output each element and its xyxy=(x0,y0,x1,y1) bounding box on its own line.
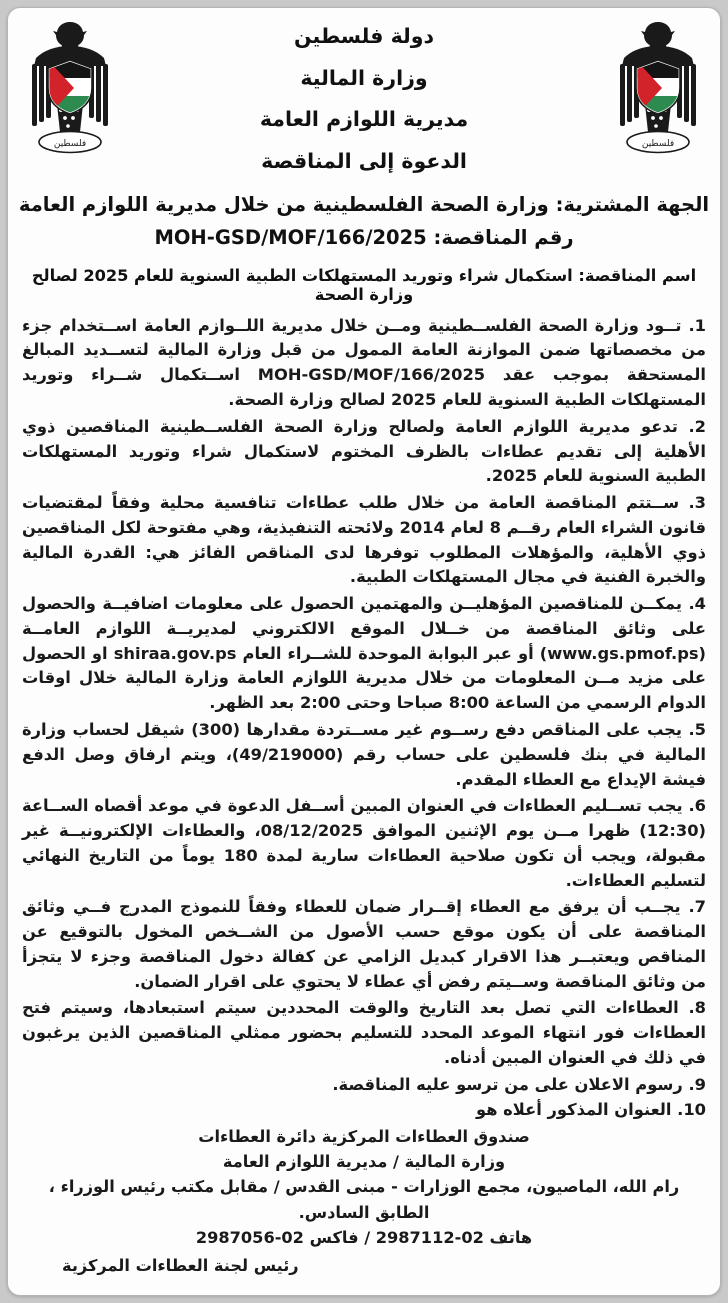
header-line-invitation: الدعوة إلى المناقصة xyxy=(261,148,467,173)
tender-number-value: MOH-GSD/MOF/166/2025 xyxy=(154,226,427,250)
clause-item: 3. ســتتم المناقصة العامة من خلال طلب عطاءات تنافسية محلية وفقاً لمقتضيات قانون الشراء العام رقــم 8 لعام 2014 ولائحته التنفيذية، وهي مفتوحة لكل المناقصين ذوي الأهلية، والمؤهلات المطلوب توفرها لدى المناقص الفائز هي: القدرة المالية والخبرة الفنية في مجال المستهلكات الطبية. xyxy=(22,493,707,587)
document-header xyxy=(8,8,720,192)
clause-item: 2. تدعو مديرية اللوازم العامة ولصالح وزارة الصحة الفلســطينية المناقصين ذوي الأهلية إلى تقديم عطاءات بالظرف المختوم لاستكمال شراء وتوريد المستهلكات الطبية السنوية للعام 2025. xyxy=(22,416,706,486)
tender-name-line: اسم المناقصة: استكمال شراء وتوريد المستهلكات الطبية السنوية للعام 2025 لصالح وزارة الصحة xyxy=(31,265,697,305)
address-line-contact: هاتف 02-2987112 / فاكس 02-2987056 xyxy=(195,1227,533,1247)
address-line-ministry: وزارة المالية / مديرية اللوازم العامة xyxy=(222,1152,506,1172)
tender-meta-block xyxy=(8,194,720,305)
tender-number-line xyxy=(8,227,720,249)
signature-title: رئيس لجنة العطاءات المركزية xyxy=(62,1255,299,1275)
address-line-location: رام الله، الماصيون، مجمع الوزارات - مبنى القدس / مقابل مكتب رئيس الوزراء ، الطابق السادس. xyxy=(48,1177,680,1222)
clause-list xyxy=(8,314,720,1123)
clause-item: 4. يمكــن للمناقصين المؤهليــن والمهتمين الحصول على معلومات اضافيــة والحصول على وثائق المناقصة من خــلال الموقع الالكتروني لمديريــة اللوازم العامــة (www.gs.pmof.ps) أو عبر البوابة الموحدة للشــراء العام shiraa.gov.ps او الحصول على مزيد مــن المعلومات من خلال مديرية اللوازم العامة وزارة المالية خلال اوقات الدوام الرسمي من الساعة 8:00 صباحا وحتى 2:00 بعد الظهر. xyxy=(22,594,706,713)
header-line-state: دولة فلسطين xyxy=(294,24,434,48)
palestine-eagle-emblem xyxy=(22,14,118,164)
signature-block xyxy=(8,1250,720,1275)
clause-item: 6. يجب تســليم العطاءات في العنوان المبين أســفل الدعوة في موعد أقصاه الســاعة (12:30) ظهرا مــن يوم الإثنين الموافق 08/12/2025، والعطاءات الإلكترونيــة غير مقبولة، ويجب أن تكون صلاحية العطاءات سارية لمدة 180 يوماً من التاريخ النهائي لتسليم العطاءات. xyxy=(22,796,706,890)
clause-item: 1. تــود وزارة الصحة الفلســطينية ومــن خلال مديرية اللــوازم العامة اســتخدام جزء من مخصصاتها ضمن الموازنة العامة الممول من قبل وزارة المالية لتســديد المبالغ المستحقة بموجب عقد MOH-GSD/MOF/166/2025 اســتكمال شــراء وتوريد المستهلكات الطبية السنوية للعام 2025 لصالح وزارة الصحة. xyxy=(22,315,706,410)
clause-item: 9. رسوم الاعلان على من ترسو عليه المناقصة. xyxy=(332,1074,706,1094)
tender-number-label: رقم المناقصة: xyxy=(433,226,574,250)
clause-item: 8. العطاءات التي تصل بعد التاريخ والوقت المحددين سيتم استبعادها، وسيتم فتح العطاءات فور انتهاء الموعد المحدد للتسليم بحضور ممثلي المناقصين الذين يرغبون في ذلك في العنوان المبين أدناه. xyxy=(22,998,706,1067)
tender-announcement-page xyxy=(7,7,721,1296)
buyer-entity-line: الجهة المشترية: وزارة الصحة الفلسطينية من خلال مديرية اللوازم العامة xyxy=(18,193,710,216)
header-title-group xyxy=(118,14,610,192)
address-line-fund: صندوق العطاءات المركزية دائرة العطاءات xyxy=(198,1127,530,1147)
clause-item: 7. يجــب أن يرفق مع العطاء إقــرار ضمان للعطاء وفقاً للنموذج المدرج فــي وثائق المناقصة على أن يكون موقع حسب الأصول من الشــخص المخول بالتوقيع عن المناقص ويعتبــر هذا الاقرار كبديل الزامي عن كفالة دخول المناقصة وجزء لا يتجزأ من وثائق المناقصة وســيتم رفض أي عطاء لا يحتوي على اقرار الضمان. xyxy=(22,897,706,991)
address-block xyxy=(8,1124,720,1250)
emblem-scroll-text: فلسطين xyxy=(641,139,675,149)
clause-item: 10. العنوان المذكور أعلاه هو xyxy=(476,1100,706,1120)
header-line-directorate: مديرية اللوازم العامة xyxy=(259,107,469,131)
clause-item: 5. يجب على المناقص دفع رســوم غير مســتردة مقدارها (300) شيقل لحساب وزارة المالية في بنك فلسطين على حساب رقم (49/219000)، ويتم ارفاق وصل الدفع فيشة الإيداع مع العطاء المقدم. xyxy=(22,719,706,789)
palestine-eagle-emblem xyxy=(610,14,706,164)
header-line-ministry: وزارة المالية xyxy=(300,65,428,90)
emblem-scroll-text: فلسطين xyxy=(53,139,87,149)
